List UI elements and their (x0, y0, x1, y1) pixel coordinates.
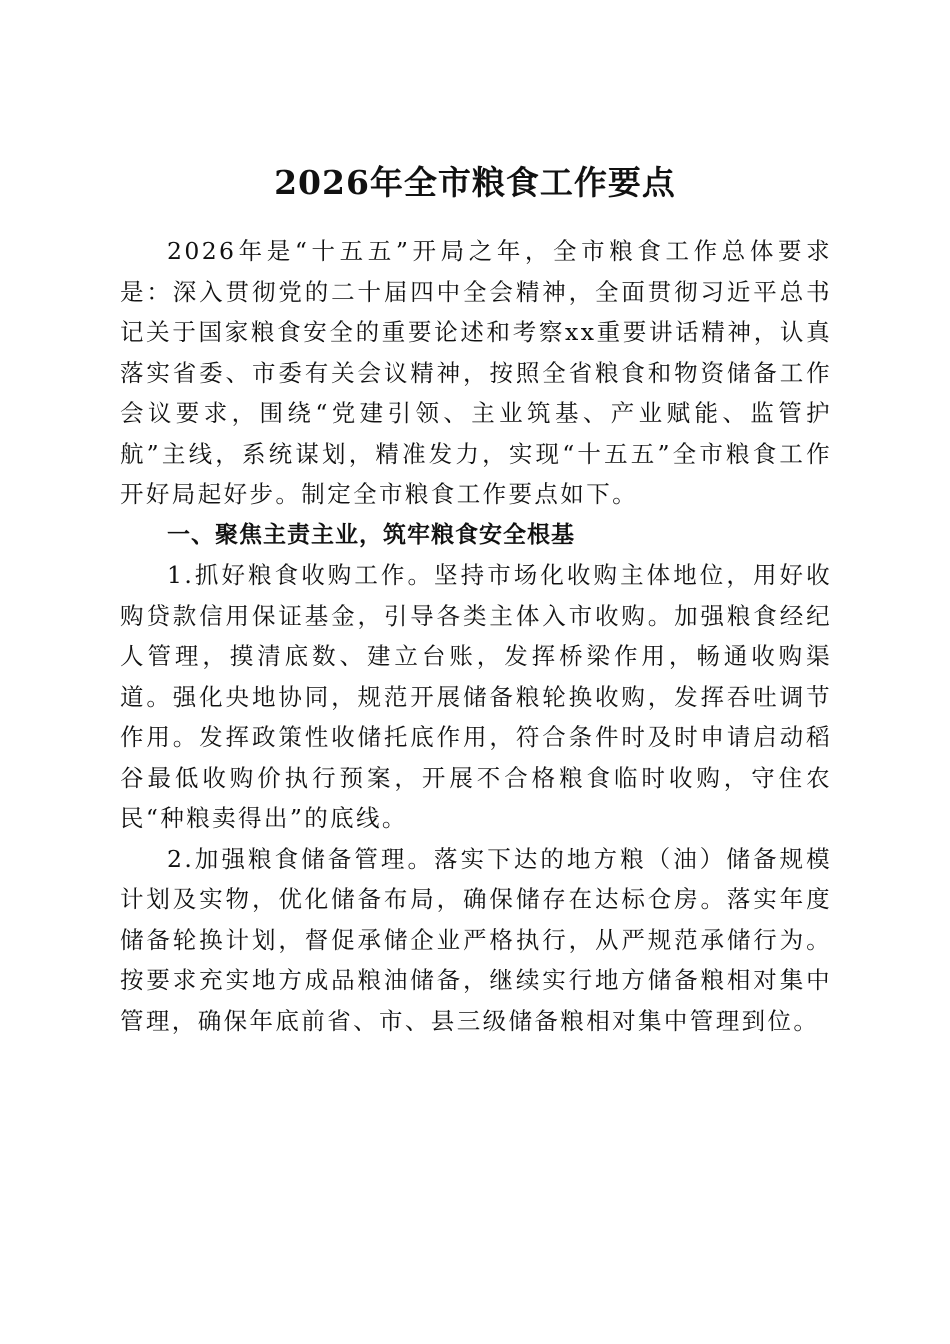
document-title: 2026年全市粮食工作要点 (274, 163, 676, 203)
item-2-paragraph: 2.加强粮食储备管理。落实下达的地方粮（油）储备规模计划及实物，优化储备布局，确保储存在达标仓房。落实年度储备轮换计划，督促承储企业严格执行，从严规范承储行为。按要求充实地方成品粮油储备，继续实行地方储备粮相对集中管理，确保年底前省、市、县三级储备粮相对集中管理到位。 (120, 844, 832, 1035)
item-1-paragraph: 1.抓好粮食收购工作。坚持市场化收购主体地位，用好收购贷款信用保证基金，引导各类主体入市收购。加强粮食经纪人管理，摸清底数、建立台账，发挥桥梁作用，畅通收购渠道。强化央地协同，规范开展储备粮轮换收购，发挥吞吐调节作用。发挥政策性收储托底作用，符合条件时及时申请启动稻谷最低收购价执行预案，开展不合格粮食临时收购，守住农民“种粮卖得出”的底线。 (120, 561, 832, 832)
section-1-heading: 一、聚焦主责主业，筑牢粮食安全根基 (167, 521, 575, 548)
intro-paragraph: 2026年是“十五五”开局之年，全市粮食工作总体要求是：深入贯彻党的二十届四中全会精神，全面贯彻习近平总书记关于国家粮食安全的重要论述和考察xx重要讲话精神，认真落实省委、市委有关会议精神，按照全省粮食和物资储备工作会议要求，围绕“党建引领、主业筑基、产业赋能、监管护航”主线，系统谋划，精准发力，实现“十五五”全市粮食工作开好局起好步。制定全市粮食工作要点如下。 (120, 237, 832, 508)
document-body (120, 231, 832, 1041)
